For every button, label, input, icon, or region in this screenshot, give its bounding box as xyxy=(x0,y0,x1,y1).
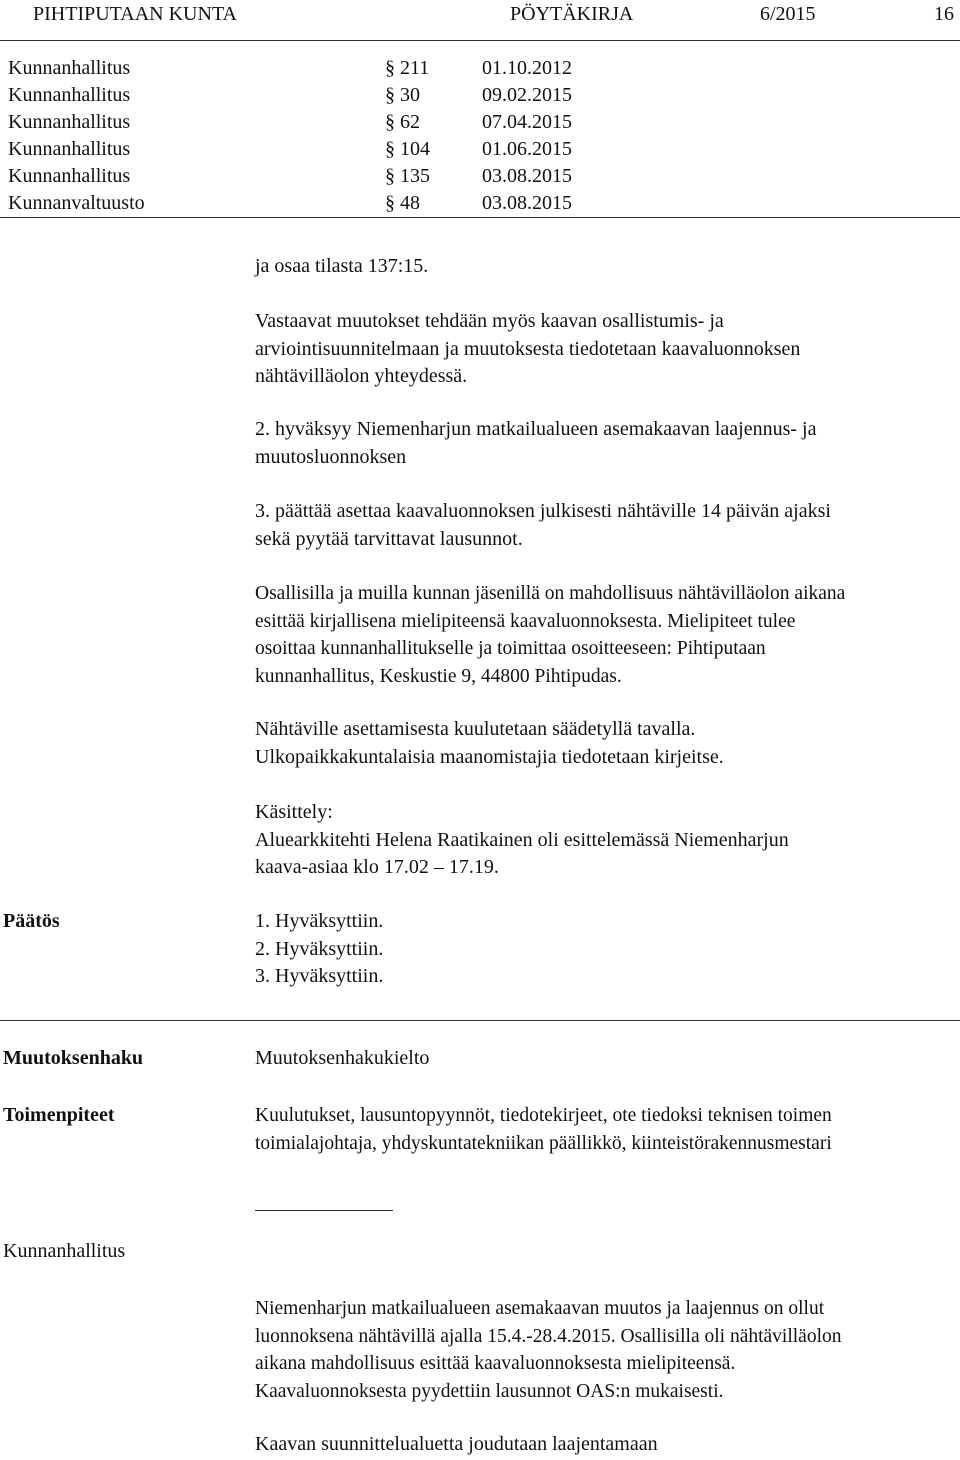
text-line: Aluearkkitehti Helena Raatikainen oli esittelemässä Niemenharjun xyxy=(255,828,789,851)
references-divider xyxy=(0,217,960,218)
ref-date: 01.10.2012 xyxy=(482,57,572,79)
ref-body: Kunnanhallitus xyxy=(8,111,131,133)
decision-items xyxy=(255,908,383,991)
ref-number: 104 xyxy=(400,138,430,160)
ref-date: 01.06.2015 xyxy=(482,138,572,160)
body-paragraph-announce xyxy=(255,716,724,771)
decision-item: 3. Hyväksyttiin. xyxy=(255,965,384,987)
section-sign: § xyxy=(385,138,395,160)
ref-body: Kunnanvaltuusto xyxy=(8,192,145,214)
text-line: Kaavaluonnoksesta pyydettiin lausunnot OAS:n mukaisesti. xyxy=(255,1380,724,1402)
ref-date: 07.04.2015 xyxy=(482,111,572,133)
appeal-label: Muutoksenhaku xyxy=(3,1047,144,1069)
ref-body: Kunnanhallitus xyxy=(8,57,131,79)
next-paragraph-extend: Kaavan suunnittelualuetta joudutaan laajentamaan xyxy=(255,1433,658,1455)
section-sign: § xyxy=(385,165,395,187)
text-line: arviointisuunnitelmaan ja muutoksesta tiedotetaan kaavaluonnoksen xyxy=(255,337,801,360)
section-sign: § xyxy=(385,192,395,214)
body-paragraph-opinions xyxy=(255,580,845,690)
text-line: Niemenharjun matkailualueen asemakaavan muutos ja laajennus on ollut xyxy=(255,1298,825,1319)
text-line: osoittaa kunnanhallitukselle ja toimittaa osoitteeseen: Pihtiputaan xyxy=(255,638,766,659)
header-doc-type: PÖYTÄKIRJA xyxy=(510,3,634,25)
header-doc-number: 6/2015 xyxy=(760,3,816,25)
section-separator xyxy=(255,1210,393,1211)
body-paragraph-approve xyxy=(255,416,816,471)
decision-item: 2. Hyväksyttiin. xyxy=(255,937,384,960)
header-divider xyxy=(0,40,960,41)
section-sign: § xyxy=(385,84,395,106)
decision-divider xyxy=(0,1020,960,1021)
decision-item: 1. Hyväksyttiin. xyxy=(255,910,384,932)
text-line: nähtävilläolon yhteydessä. xyxy=(255,365,468,387)
text-line: toimialajohtaja, yhdyskuntatekniikan päällikkö, kiinteistörakennusmestari xyxy=(255,1132,832,1154)
text-line: muutosluonnoksen xyxy=(255,445,407,468)
ref-date: 09.02.2015 xyxy=(482,84,572,106)
text-line: kunnanhallitus, Keskustie 9, 44800 Pihtipudas. xyxy=(255,665,622,687)
section-sign: § xyxy=(385,57,395,79)
text-line: 2. hyväksyy Niemenharjun matkailualueen asemakaavan laajennus- ja xyxy=(255,418,817,440)
header-municipality: PIHTIPUTAAN KUNTA xyxy=(33,3,238,25)
text-line: Ulkopaikkakuntalaisia maanomistajia tiedotetaan kirjeitse. xyxy=(255,745,724,768)
ref-number: 211 xyxy=(400,57,430,79)
ref-body: Kunnanhallitus xyxy=(8,165,131,187)
actions-text xyxy=(255,1102,832,1157)
ref-number: 135 xyxy=(400,165,430,187)
ref-number: 62 xyxy=(400,111,420,133)
next-paragraph-summary xyxy=(255,1295,842,1405)
text-line: Osallisilla ja muilla kunnan jäsenillä on mahdollisuus nähtävilläolon aikana xyxy=(255,583,846,604)
kasittely-section xyxy=(255,799,789,882)
header-page-number: 16 xyxy=(934,3,954,25)
ref-date: 03.08.2015 xyxy=(482,192,572,214)
text-line: kaava-asiaa klo 17.02 – 17.19. xyxy=(255,856,499,878)
ref-body: Kunnanhallitus xyxy=(8,138,131,160)
text-line: Kuulutukset, lausuntopyynnöt, tiedotekirjeet, ote tiedoksi teknisen toimen xyxy=(255,1105,832,1126)
appeal-value: Muutoksenhakukielto xyxy=(255,1047,430,1069)
body-paragraph-display xyxy=(255,498,831,553)
text-line: sekä pyytää tarvittavat lausunnot. xyxy=(255,527,523,550)
text-line: 3. päättää asettaa kaavaluonnoksen julkisesti nähtäville 14 päivän ajaksi xyxy=(255,500,831,522)
ref-number: 30 xyxy=(400,84,420,106)
ref-date: 03.08.2015 xyxy=(482,165,572,187)
text-line: esittää kirjallisena mielipiteensä kaavaluonnoksesta. Mielipiteet tulee xyxy=(255,610,796,632)
actions-label: Toimenpiteet xyxy=(3,1104,115,1126)
kasittely-label: Käsittely: xyxy=(255,801,333,823)
next-body-label: Kunnanhallitus xyxy=(3,1240,126,1262)
body-paragraph-changes xyxy=(255,308,800,391)
text-line: Nähtäville asettamisesta kuulutetaan säädetyllä tavalla. xyxy=(255,718,696,740)
text-line: aikana mahdollisuus esittää kaavaluonnoksesta mielipiteensä. xyxy=(255,1353,736,1374)
ref-number: 48 xyxy=(400,192,420,214)
body-paragraph-parcel: ja osaa tilasta 137:15. xyxy=(255,255,429,277)
ref-body: Kunnanhallitus xyxy=(8,84,131,106)
section-sign: § xyxy=(385,111,395,133)
decision-label: Päätös xyxy=(3,910,60,932)
text-line: Vastaavat muutokset tehdään myös kaavan osallistumis- ja xyxy=(255,310,724,332)
text-line: luonnoksena nähtävillä ajalla 15.4.-28.4.2015. Osallisilla oli nähtävilläolon xyxy=(255,1325,842,1347)
